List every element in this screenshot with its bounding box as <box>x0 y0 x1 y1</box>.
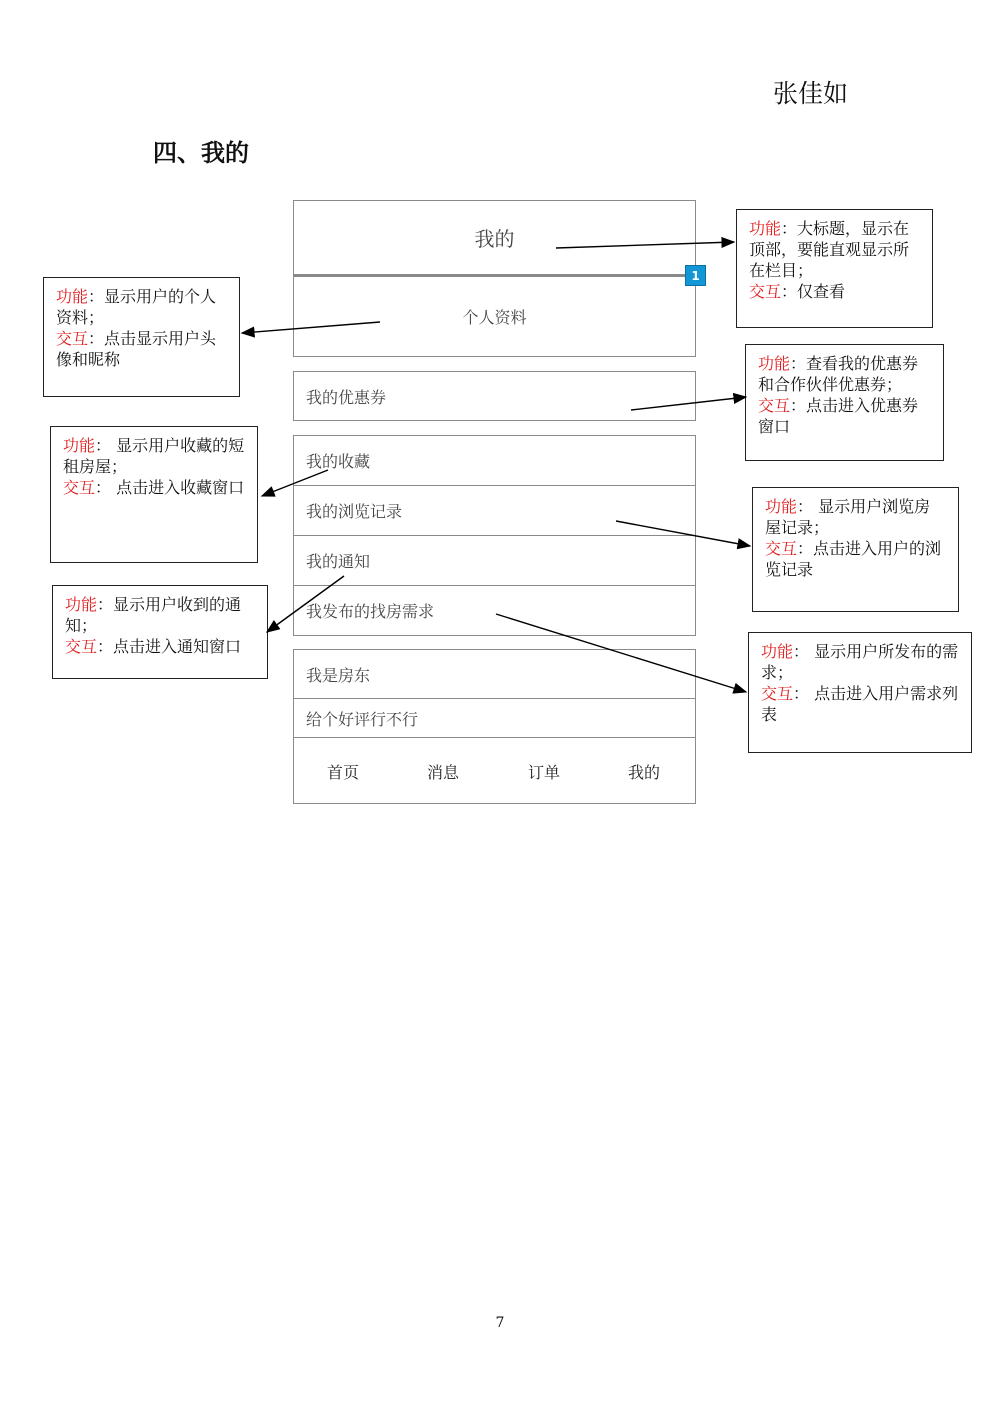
note-func-text: ： 显示用户浏览房屋记录； <box>765 497 931 537</box>
note-inter-label: 交互 <box>761 684 794 703</box>
tab-messages[interactable]: 消息 <box>427 763 460 782</box>
note-inter-label: 交互 <box>758 396 791 415</box>
note-func-label: 功能 <box>758 354 791 373</box>
note-func-text: ： 显示用户所发布的需求； <box>761 642 959 682</box>
note-func-label: 功能 <box>56 287 89 306</box>
arrow-header <box>556 242 734 248</box>
note-func-label: 功能 <box>765 497 798 516</box>
arrow-coupon <box>631 397 746 410</box>
note-func-text: ：查看我的优惠券和合作伙伴优惠券； <box>758 354 919 394</box>
wireframe-header: 我的 <box>293 200 696 275</box>
note-inter-text: ：点击进入优惠券窗口 <box>758 396 919 436</box>
tab-mine[interactable]: 我的 <box>628 763 661 782</box>
arrow-notifications <box>267 576 344 632</box>
wireframe-rate-row[interactable]: 给个好评行不行 <box>293 698 696 738</box>
arrow-profile <box>242 322 380 333</box>
note-inter-text: ：点击进入用户的浏览记录 <box>765 539 942 579</box>
note-inter-label: 交互 <box>65 637 98 656</box>
wireframe-demand-row[interactable]: 我发布的找房需求 <box>293 585 696 636</box>
note-func-text: ：大标题，显示在顶部，要能直观显示所在栏目； <box>749 219 910 280</box>
note-func-label: 功能 <box>65 595 98 614</box>
note-inter-label: 交互 <box>56 329 89 348</box>
page-number: 7 <box>495 1315 505 1331</box>
note-func-label: 功能 <box>761 642 794 661</box>
note-inter-text: ： 点击进入用户需求列表 <box>761 684 959 724</box>
note-inter-text: ：点击进入通知窗口 <box>97 637 242 656</box>
arrow-favorites <box>262 470 328 496</box>
note-inter-label: 交互 <box>749 282 782 301</box>
wireframe-notifications-row[interactable]: 我的通知 <box>293 535 696 586</box>
wireframe-profile-row[interactable]: 个人资料 <box>293 275 696 357</box>
note-inter-text: ： 点击进入收藏窗口 <box>95 478 245 497</box>
note-func-label: 功能 <box>63 436 96 455</box>
note-inter-text: ：点击显示用户头像和昵称 <box>56 329 217 369</box>
note-inter-label: 交互 <box>63 478 96 497</box>
note-func-text: ：显示用户的个人资料； <box>56 287 217 327</box>
tab-home[interactable]: 首页 <box>327 763 360 782</box>
note-func-text: ：显示用户收到的通知； <box>65 595 242 635</box>
arrow-history <box>616 521 750 546</box>
wireframe-favorites-row[interactable]: 我的收藏 <box>293 435 696 486</box>
wireframe-landlord-row[interactable]: 我是房东 <box>293 649 696 699</box>
note-func-label: 功能 <box>749 219 782 238</box>
wireframe-history-row[interactable]: 我的浏览记录 <box>293 485 696 536</box>
tab-orders[interactable]: 订单 <box>528 763 561 782</box>
arrow-demand <box>496 614 746 692</box>
wireframe-coupon-row[interactable]: 我的优惠券 <box>293 371 696 421</box>
note-inter-label: 交互 <box>765 539 798 558</box>
note-func-text: ： 显示用户收藏的短租房屋； <box>63 436 245 476</box>
author-name: 张佳如 <box>773 79 849 108</box>
annotation-badge: 1 <box>685 265 706 286</box>
note-inter-text: ：仅查看 <box>781 282 846 301</box>
section-title: 四、我的 <box>153 139 249 167</box>
